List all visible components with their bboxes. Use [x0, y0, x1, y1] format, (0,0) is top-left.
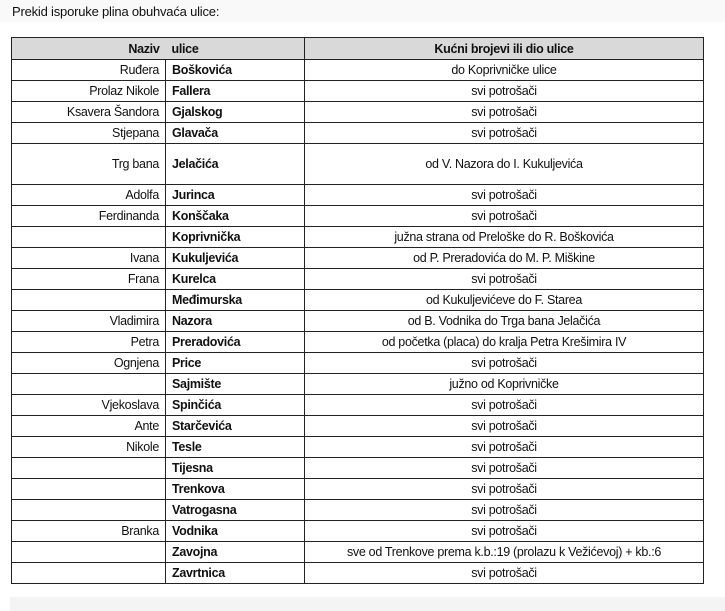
street-name: Preradovića	[166, 332, 305, 353]
street-name: Jelačića	[166, 144, 305, 185]
street-first-name: Frana	[12, 269, 166, 290]
table-row	[12, 458, 704, 479]
street-first-name: Vjekoslava	[12, 395, 166, 416]
page-title: Prekid isporuke plina obuhvaća ulice:	[12, 4, 220, 19]
house-numbers: od B. Vodnika do Trga bana Jelačića	[305, 311, 704, 332]
street-first-name: Ferdinanda	[12, 206, 166, 227]
street-first-name: Trg bana	[12, 144, 166, 185]
street-name: Koprivnička	[166, 227, 305, 248]
table-header-row	[12, 38, 704, 60]
house-numbers: sve od Trenkove prema k.b.:19 (prolazu k Vežićevoj) + kb.:6	[305, 542, 704, 563]
street-name: Fallera	[166, 81, 305, 102]
house-numbers: do Koprivničke ulice	[305, 60, 704, 81]
street-first-name	[12, 500, 166, 521]
street-first-name: Ivana	[12, 248, 166, 269]
house-numbers: svi potrošači	[305, 395, 704, 416]
table-row	[12, 563, 704, 584]
street-name: Spinčića	[166, 395, 305, 416]
house-numbers: svi potrošači	[305, 123, 704, 144]
street-name: Tijesna	[166, 458, 305, 479]
house-numbers: južno od Koprivničke	[305, 374, 704, 395]
street-first-name: Adolfa	[12, 185, 166, 206]
house-numbers: svi potrošači	[305, 102, 704, 123]
house-numbers: svi potrošači	[305, 521, 704, 542]
house-numbers: svi potrošači	[305, 479, 704, 500]
bottom-band	[10, 597, 725, 611]
street-first-name	[12, 479, 166, 500]
street-first-name: Ruđera	[12, 60, 166, 81]
street-name: Vodnika	[166, 521, 305, 542]
street-name: Kukuljevića	[166, 248, 305, 269]
street-first-name	[12, 458, 166, 479]
house-numbers: svi potrošači	[305, 353, 704, 374]
house-numbers: od početka (placa) do kralja Petra Krešimira IV	[305, 332, 704, 353]
street-name: Međimurska	[166, 290, 305, 311]
house-numbers: svi potrošači	[305, 437, 704, 458]
street-name: Nazora	[166, 311, 305, 332]
house-numbers: svi potrošači	[305, 500, 704, 521]
house-numbers: svi potrošači	[305, 185, 704, 206]
table-row	[12, 542, 704, 563]
street-first-name: Ksavera Šandora	[12, 102, 166, 123]
table-row	[12, 311, 704, 332]
street-name: Kurelca	[166, 269, 305, 290]
table-row	[12, 500, 704, 521]
street-name: Price	[166, 353, 305, 374]
title-bar	[0, 0, 725, 22]
street-first-name	[12, 374, 166, 395]
house-numbers: južna strana od Preloške do R. Boškovića	[305, 227, 704, 248]
street-name: Vatrogasna	[166, 500, 305, 521]
street-first-name: Nikole	[12, 437, 166, 458]
header-naziv: Naziv	[12, 38, 166, 60]
table-row	[12, 81, 704, 102]
table-row	[12, 185, 704, 206]
house-numbers: od Kukuljevićeve do F. Starea	[305, 290, 704, 311]
table-row	[12, 437, 704, 458]
street-name: Boškovića	[166, 60, 305, 81]
table-row	[12, 248, 704, 269]
street-first-name: Petra	[12, 332, 166, 353]
street-name: Tesle	[166, 437, 305, 458]
street-first-name: Branka	[12, 521, 166, 542]
house-numbers: svi potrošači	[305, 458, 704, 479]
table-row	[12, 123, 704, 144]
street-name: Konščaka	[166, 206, 305, 227]
street-name: Jurinca	[166, 185, 305, 206]
street-first-name: Prolaz Nikole	[12, 81, 166, 102]
street-first-name	[12, 563, 166, 584]
table-row	[12, 290, 704, 311]
street-first-name: Stjepana	[12, 123, 166, 144]
header-ulice: ulice	[166, 38, 305, 60]
table-row	[12, 395, 704, 416]
table-row	[12, 227, 704, 248]
table-body	[12, 60, 704, 584]
street-name: Trenkova	[166, 479, 305, 500]
street-name: Zavojna	[166, 542, 305, 563]
street-name: Zavrtnica	[166, 563, 305, 584]
house-numbers: svi potrošači	[305, 206, 704, 227]
table-row	[12, 60, 704, 81]
table-row	[12, 102, 704, 123]
street-first-name	[12, 227, 166, 248]
house-numbers: od V. Nazora do I. Kukuljevića	[305, 144, 704, 185]
street-first-name	[12, 542, 166, 563]
street-first-name: Ante	[12, 416, 166, 437]
house-numbers: svi potrošači	[305, 81, 704, 102]
table-row	[12, 374, 704, 395]
street-name: Sajmište	[166, 374, 305, 395]
table-row	[12, 353, 704, 374]
street-first-name	[12, 290, 166, 311]
house-numbers: od P. Preradovića do M. P. Miškine	[305, 248, 704, 269]
table-row	[12, 521, 704, 542]
header-house-numbers: Kućni brojevi ili dio ulice	[305, 38, 704, 60]
table-row	[12, 479, 704, 500]
street-name: Gjalskog	[166, 102, 305, 123]
table-row	[12, 206, 704, 227]
house-numbers: svi potrošači	[305, 416, 704, 437]
table-row	[12, 332, 704, 353]
streets-table	[11, 37, 704, 584]
street-first-name: Vladimira	[12, 311, 166, 332]
street-name: Glavača	[166, 123, 305, 144]
house-numbers: svi potrošači	[305, 563, 704, 584]
street-first-name: Ognjena	[12, 353, 166, 374]
street-name: Starčevića	[166, 416, 305, 437]
table-row	[12, 144, 704, 185]
table-row	[12, 269, 704, 290]
table-row	[12, 416, 704, 437]
house-numbers: svi potrošači	[305, 269, 704, 290]
